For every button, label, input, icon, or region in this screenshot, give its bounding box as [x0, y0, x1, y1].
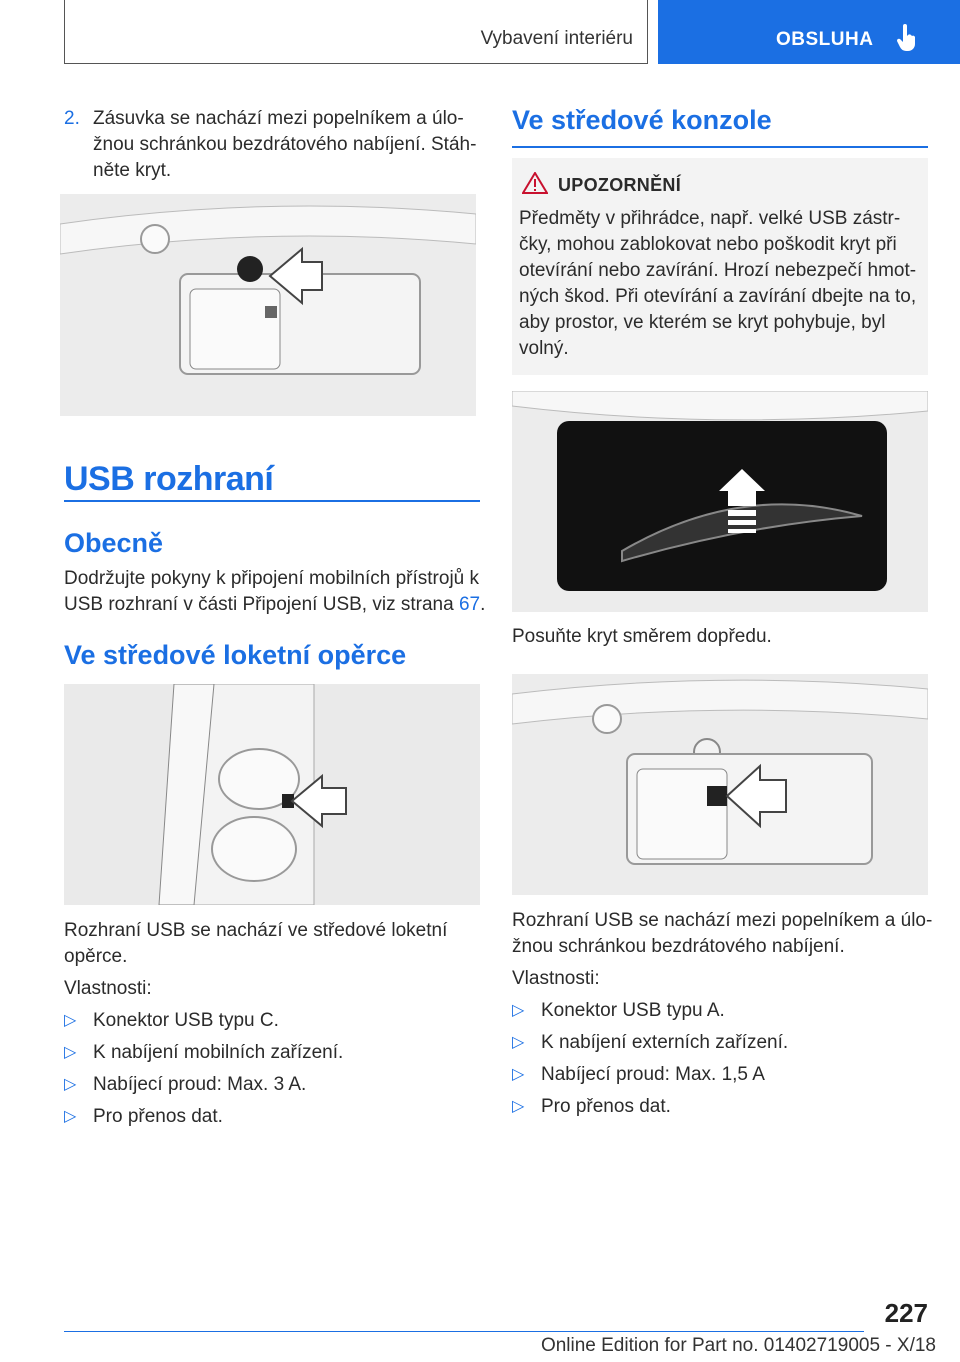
warning-title: UPOZORNĚNÍ — [558, 175, 682, 195]
slide-caption: Posuňte kryt směrem dopředu. — [512, 626, 772, 647]
bullet-triangle-icon: ▷ — [512, 1098, 525, 1115]
console-socket-photo — [512, 674, 928, 895]
list-item-text: Pro přenos dat. — [93, 1106, 223, 1127]
bullet-triangle-icon: ▷ — [512, 1034, 525, 1051]
list-item-text: Pro přenos dat. — [541, 1096, 671, 1117]
general-line-1: Dodržujte pokyny k připojení mobilních přístrojů k — [64, 568, 480, 589]
list-item-text: K nabíjení externích zařízení. — [541, 1032, 789, 1053]
page-number: 227 — [884, 1298, 928, 1328]
slide-cover-photo — [512, 391, 928, 612]
armrest-props-label: Vlastnosti: — [64, 978, 152, 999]
armrest-caption-1: Rozhraní USB se nachází ve středové loketní — [64, 920, 448, 941]
step-2-line-1: Zásuvka se nachází mezi popelníkem a úlo- — [93, 108, 464, 129]
general-line-2-text: USB rozhraní v části Připojení USB, viz strana — [64, 594, 459, 615]
list-item-text: Nabíjecí proud: Max. 3 A. — [93, 1074, 307, 1095]
footer-rule — [64, 1331, 864, 1332]
warning-box — [512, 158, 928, 375]
header-section-title: Vybavení interiéru — [480, 28, 633, 49]
console-props-label: Vlastnosti: — [512, 968, 600, 989]
armrest-photo — [64, 684, 480, 905]
console-rule — [512, 146, 928, 148]
warning-triangle-icon — [522, 172, 548, 194]
bullet-triangle-icon: ▷ — [64, 1108, 77, 1125]
header-chapter-title: OBSLUHA — [776, 29, 874, 50]
console-title: Ve středové konzole — [512, 105, 772, 135]
armrest-caption-2: opěrce. — [64, 946, 128, 967]
bullet-triangle-icon: ▷ — [512, 1066, 525, 1083]
footer-edition: Online Edition for Part no. 01402719005 - X/18 — [540, 1335, 936, 1356]
hand-pointer-icon — [896, 24, 918, 52]
socket-cover-photo — [60, 194, 476, 416]
warning-line-5: aby prostor, ve kterém se kryt pohybuje, byl — [519, 312, 886, 333]
bullet-triangle-icon: ▷ — [64, 1044, 77, 1061]
armrest-title: Ve středové loketní opěrce — [64, 640, 407, 670]
list-item-text: Konektor USB typu A. — [541, 1000, 725, 1021]
bullet-triangle-icon: ▷ — [512, 1002, 525, 1019]
list-item-text: K nabíjení mobilních zařízení. — [93, 1042, 344, 1063]
general-line-2 — [64, 592, 485, 618]
general-title: Obecně — [64, 528, 164, 558]
warning-line-6: volný. — [519, 338, 569, 359]
warning-line-1: Předměty v přihrádce, např. velké USB zástr- — [519, 208, 901, 229]
step-2-line-3: něte kryt. — [93, 160, 172, 181]
step-2-number: 2. — [64, 108, 80, 129]
warning-line-3: otevírání nebo zavírání. Hrozí nebezpečí hmot- — [519, 260, 917, 281]
list-item-text: Nabíjecí proud: Max. 1,5 A — [541, 1064, 765, 1085]
step-2-line-2: žnou schránkou bezdrátového nabíjení. Stáh- — [93, 134, 477, 155]
console-caption-1: Rozhraní USB se nachází mezi popelníkem a úlo- — [512, 910, 933, 931]
warning-line-4: ných škod. Při otevírání a zavírání dbejte na to, — [519, 286, 917, 307]
header-chapter-tab[interactable] — [658, 0, 960, 64]
general-line-2-end: . — [480, 594, 486, 615]
warning-line-2: čky, mohou zablokovat nebo poškodit kryt při — [519, 234, 897, 255]
bullet-triangle-icon: ▷ — [64, 1076, 77, 1093]
usb-section-rule — [64, 500, 480, 502]
usb-section-title: USB rozhraní — [64, 460, 274, 498]
header-section-box — [64, 0, 648, 64]
bullet-triangle-icon: ▷ — [64, 1012, 77, 1029]
page-ref-link[interactable]: 67 — [458, 594, 481, 615]
console-caption-2: žnou schránkou bezdrátového nabíjení. — [512, 936, 845, 957]
list-item-text: Konektor USB typu C. — [93, 1010, 279, 1031]
